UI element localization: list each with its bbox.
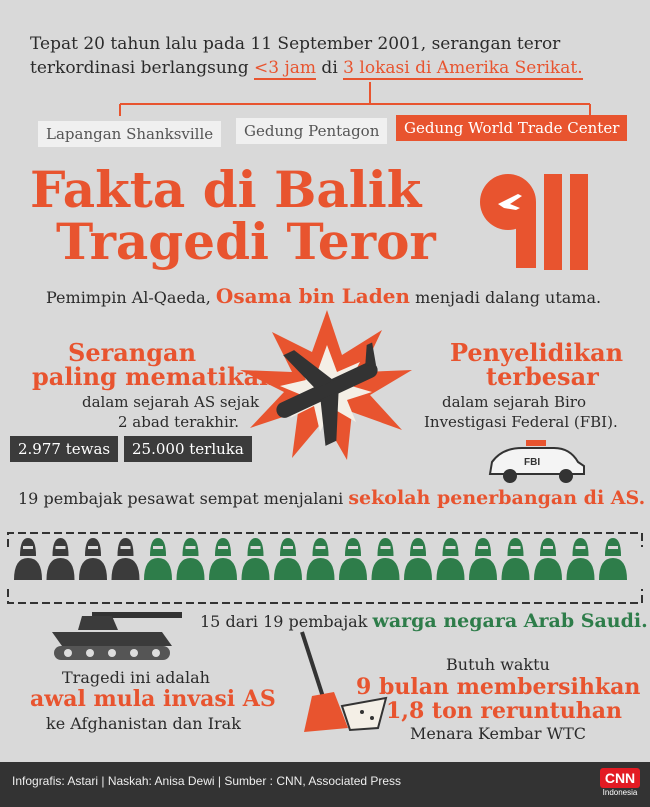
- cnn-logo-text: CNN: [600, 768, 640, 788]
- fbi-car-label: FBI: [524, 457, 541, 468]
- hijacker-figure: [14, 538, 42, 580]
- hijacker-figure: [372, 538, 400, 580]
- cleanup-line-2: 9 bulan membersihkan: [356, 674, 641, 700]
- location-pentagon: Gedung Pentagon: [236, 118, 387, 144]
- hijackers-text: 19 pembajak pesawat sempat menjalani: [18, 489, 349, 508]
- invasion-line-1: Tragedi ini adalah: [62, 668, 210, 687]
- hijacker-figure: [79, 538, 107, 580]
- fbi-car-icon: [482, 438, 592, 486]
- hijacker-figure: [567, 538, 595, 580]
- nine-eleven-logo: [476, 168, 606, 272]
- investigation-sub-2: Investigasi Federal (FBI).: [424, 413, 618, 431]
- intro-text: terkordinasi berlangsung: [30, 58, 255, 78]
- hijacker-figure: [534, 538, 562, 580]
- hijacker-figure: [47, 538, 75, 580]
- hijacker-figure: [144, 538, 172, 580]
- investigation-sub-1: dalam sejarah Biro: [442, 393, 587, 411]
- cleanup-line-3: 1,8 ton reruntuhan: [386, 698, 622, 724]
- deadliest-heading-2: paling mematikan: [32, 362, 277, 391]
- hijacker-figure: [242, 538, 270, 580]
- intro-text-2: di: [316, 58, 344, 78]
- hijacker-figure: [307, 538, 335, 580]
- duration-highlight: <3 jam: [254, 58, 317, 78]
- injured-badge: 25.000 terluka: [124, 436, 252, 462]
- title-line-2: Tragedi Teror: [56, 212, 436, 271]
- hijacker-figures: [10, 534, 650, 584]
- hijacker-figure: [112, 538, 140, 580]
- hijacker-figure: [274, 538, 302, 580]
- tank-icon: [42, 608, 192, 664]
- invasion-line-2: awal mula invasi AS: [30, 686, 276, 712]
- title-line-1: Fakta di Balik: [30, 160, 422, 219]
- hijacker-figure: [404, 538, 432, 580]
- hijacker-figure: [599, 538, 627, 580]
- osama-highlight: Osama bin Laden: [215, 284, 410, 308]
- footer-credits: Infografis: Astari | Naskah: Anisa Dewi | Sumber : CNN, Associated Press: [12, 774, 402, 788]
- intro-line-1: Tepat 20 tahun lalu pada 11 September 2001, serangan teror: [30, 34, 561, 54]
- invasion-line-3: ke Afghanistan dan Irak: [46, 714, 241, 733]
- locations-highlight: 3 lokasi di Amerika Serikat.: [343, 58, 583, 78]
- killed-badge: 2.977 tewas: [10, 436, 118, 462]
- cleanup-line-4: Menara Kembar WTC: [410, 724, 587, 743]
- saudi-highlight: warga negara Arab Saudi.: [372, 610, 648, 632]
- investigation-heading-2: terbesar: [486, 362, 599, 391]
- footer-bar: [0, 762, 650, 807]
- location-shanksville: Lapangan Shanksville: [38, 121, 221, 147]
- deadliest-sub-1: dalam sejarah AS sejak: [82, 393, 260, 411]
- flight-school-highlight: sekolah penerbangan di AS.: [348, 487, 646, 509]
- leader-text-2: menjadi dalang utama.: [409, 288, 602, 307]
- investigation-heading-1: Penyelidikan: [450, 338, 624, 367]
- hijackers-line: [18, 487, 645, 509]
- hijacker-figures-svg: [10, 534, 640, 584]
- hijacker-figure: [209, 538, 237, 580]
- hijacker-figure: [339, 538, 367, 580]
- cnn-logo: [600, 768, 640, 802]
- hijacker-figure: [177, 538, 205, 580]
- deadliest-sub-2: 2 abad terakhir.: [118, 413, 240, 431]
- hijacker-figure: [502, 538, 530, 580]
- saudi-text: 15 dari 19 pembajak: [200, 612, 373, 631]
- deadliest-heading-1: Serangan: [68, 338, 197, 367]
- hijacker-figure: [437, 538, 465, 580]
- location-wtc: Gedung World Trade Center: [396, 115, 627, 141]
- cleanup-line-1: Butuh waktu: [446, 655, 550, 674]
- location-bracket: [0, 0, 650, 130]
- saudi-line: [200, 610, 648, 632]
- leader-text: Pemimpin Al-Qaeda,: [46, 288, 216, 307]
- hijacker-figure: [469, 538, 497, 580]
- cnn-logo-sub: Indonesia: [602, 788, 638, 797]
